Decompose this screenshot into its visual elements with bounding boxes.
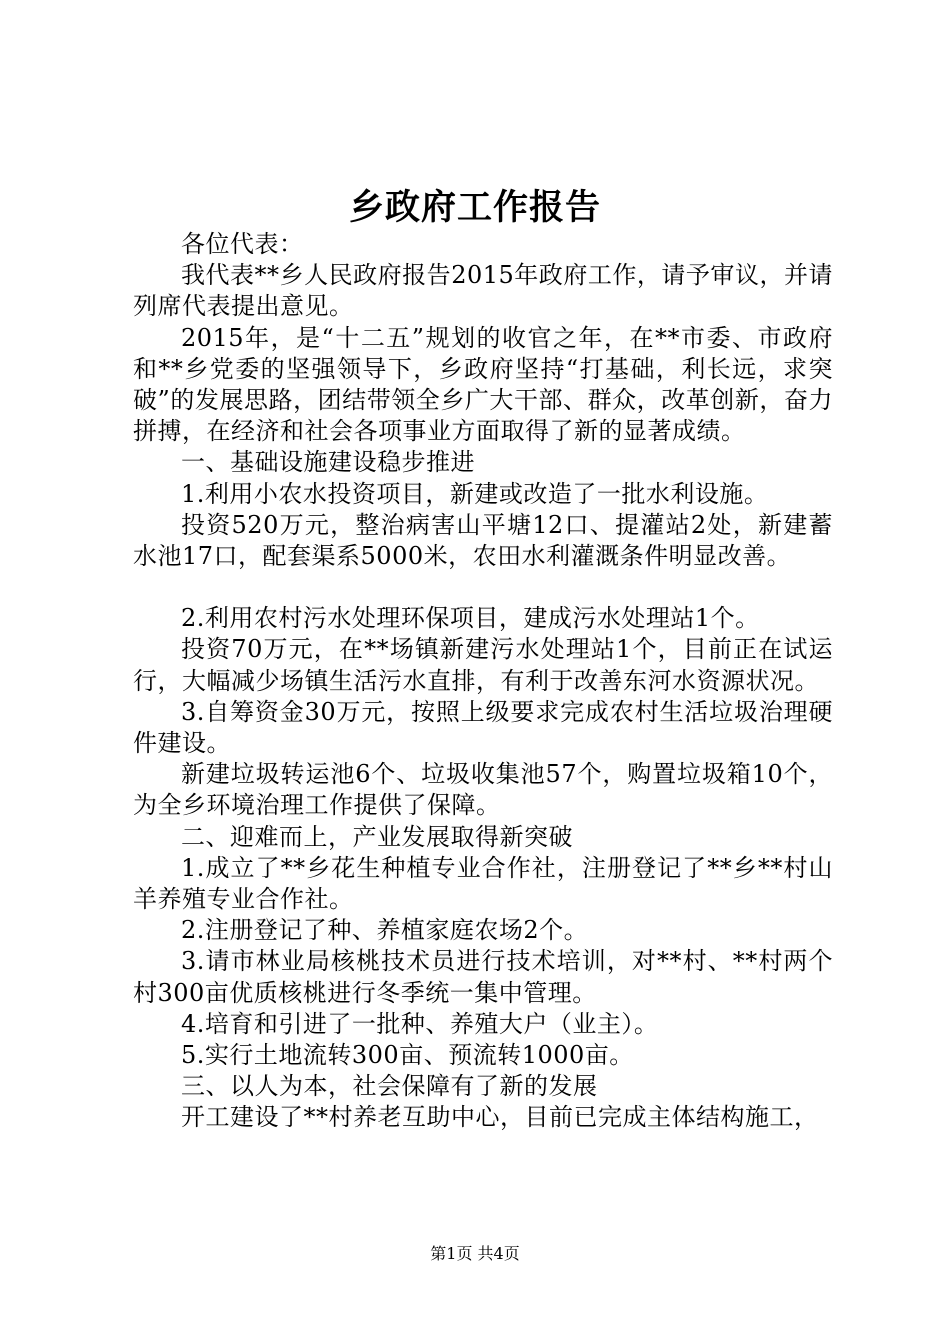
document-title: 乡政府工作报告 (348, 187, 601, 228)
paragraph: 1.利用小农水投资项目，新建或改造了一批水利设施。 (181, 479, 769, 508)
paragraph: 我代表**乡人民政府报告2015年政府工作，请予审议，并请列席代表提出意见。 (133, 261, 833, 321)
paragraph: 各位代表： (181, 230, 304, 258)
paragraph: 3.自筹资金30万元，按照上级要求完成农村生活垃圾治理硬件建设。 (133, 697, 833, 758)
paragraph: 2.注册登记了种、养植家庭农场2个。 (181, 916, 589, 945)
paragraph: 1.成立了**乡花生种植专业合作社，注册登记了**乡**村山羊养殖专业合作社。 (133, 853, 833, 914)
paragraph: 投资70万元，在**场镇新建污水处理站1个，目前正在试运行，大幅减少场镇生活污水直排，有利于改善东河水资源状况。 (133, 635, 833, 695)
paragraph: 5.实行土地流转300亩、预流转1000亩。 (181, 1041, 634, 1070)
paragraph: 新建垃圾转运池6个、垃圾收集池57个，购置垃圾箱10个，为全乡环境治理工作提供了保障。 (133, 760, 833, 820)
paragraph: 3.请市林业局核桃技术员进行技术培训，对**村、**村两个村300亩优质核桃进行冬季统一集中管理。 (133, 947, 833, 1007)
document-body (133, 229, 833, 1134)
paragraph: 2.利用农村污水处理环保项目，建成污水处理站1个。 (181, 604, 760, 633)
section-heading: 三、以人为本，社会保障有了新的发展 (181, 1072, 598, 1101)
paragraph: 开工建设了**村养老互助中心，目前已完成主体结构施工， (181, 1103, 819, 1132)
paragraph: 投资520万元，整治病害山平塘12口、提灌站2处，新建蓄水池17口，配套渠系5000米，农田水利灌溉条件明显改善。 (133, 510, 833, 571)
paragraph: 4.培育和引进了一批种、养殖大户（业主）。 (181, 1009, 659, 1038)
section-heading: 二、迎难而上，产业发展取得新突破 (181, 822, 573, 851)
page-number-footer: 第1页 共4页 (430, 1244, 520, 1263)
paragraph: 2015年，是“十二五”规划的收官之年，在**市委、市政府和**乡党委的坚强领导下，乡政府坚持“打基础，利长远，求突破”的发展思路，团结带领全乡广大干部、群众，改革创新，奋力拼搏，在经济和社会各项事业方面取得了新的显著成绩。 (133, 323, 833, 446)
section-heading: 一、基础设施建设稳步推进 (181, 448, 475, 477)
